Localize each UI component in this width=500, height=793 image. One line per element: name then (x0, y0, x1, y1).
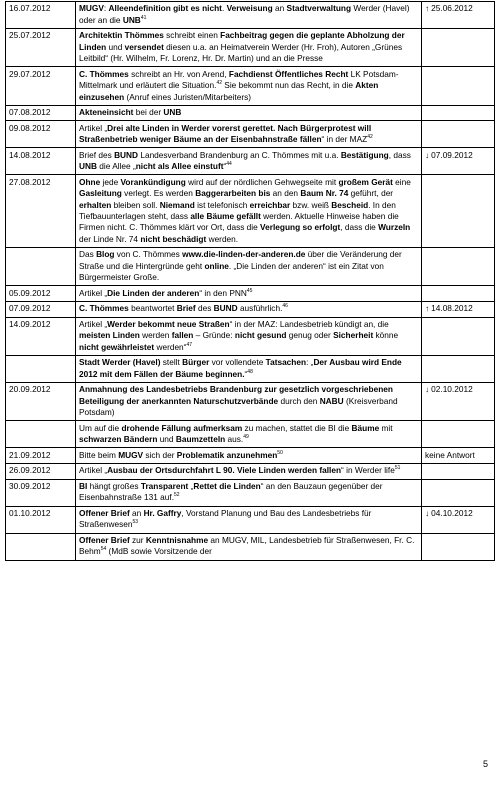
text-span: genug oder (286, 330, 334, 341)
text-span: Artikel „ (79, 122, 108, 133)
date-cell: 07.09.2012 (6, 302, 76, 318)
bold-text: meisten Linden (79, 330, 140, 341)
text-span: jede (100, 176, 121, 187)
bold-text: UNB (79, 161, 97, 172)
text-span: : „ (306, 357, 314, 368)
table-row (6, 286, 495, 302)
bold-text: Stadt Werder (Havel) (79, 357, 161, 368)
chronology-rows (6, 2, 495, 561)
text-span: diesen u.a. an Heimatverein Werder (Hr. Froh), Autoren „Grünes Leitbild“ (Hr. Wilhelm, Fr. Lorenz, Hr. Dr. Martin) und an die Presse (79, 41, 403, 64)
reference-cell (422, 506, 495, 533)
text-span: schreibt an Hr. von Arend, (128, 68, 229, 79)
footnote-ref: 41 (140, 15, 147, 22)
reference-cell (422, 121, 495, 148)
date-cell: 25.07.2012 (6, 29, 76, 67)
text-span: . (221, 3, 227, 14)
date-cell: 30.09.2012 (6, 479, 76, 506)
text-span: werden. Aktuelle Hinweise haben die Firmen nicht. C. Thömmes klärt vor Ort, dass die (79, 211, 399, 233)
text-span: verlegt. Es werden (121, 188, 196, 199)
bold-text: UNB (122, 14, 141, 25)
date-cell (6, 533, 76, 560)
text-span: werden. (206, 233, 239, 244)
text-span: werden (139, 330, 172, 341)
date-cell: 07.08.2012 (6, 105, 76, 121)
text-span: bleiben soll. (111, 199, 160, 210)
text-span: durch den (278, 395, 320, 406)
footnote-ref: 54 (100, 546, 107, 553)
reference-cell (422, 29, 495, 67)
entry-text-cell (76, 479, 422, 506)
bold-text: Architektin Thömmes (79, 30, 164, 41)
bold-text: Alleendefinition gibt es nicht (108, 3, 222, 14)
date-cell: 27.08.2012 (6, 175, 76, 248)
text-span: Werder (Havel) oder an die (79, 3, 410, 25)
date-cell: 05.09.2012 (6, 286, 76, 302)
bold-text: Stadtverwaltung (286, 3, 352, 14)
table-row (6, 533, 495, 560)
bold-text: C. Thömmes (79, 303, 129, 314)
footnote-ref: 53 (132, 519, 139, 526)
entry-text-cell (76, 302, 422, 318)
arrow-up-icon: ↑ (425, 3, 430, 14)
bold-text: Baum Nr. 74 (300, 188, 349, 199)
table-row (6, 356, 495, 383)
reference-cell (422, 67, 495, 105)
text-span: “ in den PNN (199, 287, 247, 298)
bold-text: Baumzetteln (175, 434, 226, 445)
entry-text-cell (76, 533, 422, 560)
text-span: „ (188, 481, 194, 492)
date-cell (6, 248, 76, 286)
text-span: von C. Thömmes (114, 249, 183, 260)
date-cell: 29.07.2012 (6, 67, 76, 105)
bold-text: BI (79, 481, 88, 492)
footnote-ref: 49 (243, 434, 249, 441)
text-span: , dass die (340, 222, 379, 233)
text-span: Artikel „ (79, 465, 108, 476)
arrow-up-icon: ↑ (425, 303, 430, 314)
footnote-ref: 47 (186, 342, 192, 349)
text-span: Das (79, 249, 97, 260)
table-row (6, 317, 495, 355)
text-span: Um auf die (79, 422, 122, 433)
text-span: Sie bekommt nun das Recht, in die (222, 80, 356, 91)
text-span: “ an den Bauzaun gegenüber der Eisenbahnstraße 131 auf. (79, 481, 383, 503)
entry-text-cell (76, 175, 422, 248)
text-span: – Gründe: (193, 330, 235, 341)
entry-text-cell (76, 356, 422, 383)
reference-cell (422, 356, 495, 383)
bold-text: Baggerarbeiten bis (195, 188, 271, 199)
reference-cell (422, 421, 495, 448)
date-cell: 14.09.2012 (6, 317, 76, 355)
table-row (6, 464, 495, 480)
reference-cell (422, 286, 495, 302)
text-span: Artikel „ (79, 319, 108, 330)
bold-text: erhalten (79, 199, 112, 210)
entry-text-cell (76, 29, 422, 67)
chronology-table (5, 1, 495, 561)
text-span: an (129, 508, 144, 519)
text-span: eine (392, 176, 411, 187)
text-span: und (106, 41, 125, 52)
bold-text: Niemand (159, 199, 195, 210)
text-span: des (195, 303, 214, 314)
bold-text: Vorankündigung (120, 176, 186, 187)
reference-date: keine Antwort (425, 449, 475, 460)
text-span: . In den Tiefbauunterlagen steht, dass (79, 199, 396, 222)
text-span: vor vollendete (209, 357, 266, 368)
bold-text: Gasleitung (79, 188, 122, 199)
text-span: , Vorstand Planung und Bau des Landesbetriebs für Straßenwesen (79, 508, 372, 530)
bold-text: Ohne (79, 176, 101, 187)
text-span: Bitte beim (79, 449, 119, 460)
bold-text: www.die-linden-der-anderen.de (182, 249, 306, 260)
text-span: an MUGV, MIL, Landesbetrieb für Straßenwesen, Fr. C. Behm (79, 535, 415, 557)
bold-text: online (204, 260, 229, 271)
table-row (6, 448, 495, 464)
table-row (6, 479, 495, 506)
footnote-ref: 52 (174, 492, 180, 499)
bold-text: Blog (96, 249, 115, 260)
bold-text: Drei alte Linden in Werder vorerst gerettet. Nach Bürgerprotest will Straßenbetrieb weniger Bäume an der Eisenbahnstraße fällen (79, 122, 372, 145)
text-span: Landesverband Brandenburg an C. Thömmes mit u.a. (138, 149, 341, 160)
bold-text: Sicherheit (333, 330, 374, 341)
bold-text: Akteneinsicht (79, 107, 134, 118)
reference-cell (422, 533, 495, 560)
arrow-down-icon: ↓ (425, 508, 430, 519)
arrow-down-icon: ↓ (425, 384, 430, 395)
reference-cell (422, 2, 495, 29)
table-row (6, 121, 495, 148)
text-span: an den (270, 188, 301, 199)
table-row (6, 2, 495, 29)
entry-text-cell (76, 317, 422, 355)
bold-text: großem Gerät (338, 176, 393, 187)
bold-text: Offener Brief (79, 535, 130, 546)
bold-text: Bescheid (331, 199, 369, 210)
arrow-down-icon: ↓ (425, 149, 430, 160)
text-span: über die Veränderung der Straße und die Hintergründe geht (79, 249, 402, 271)
text-span: Artikel „ (79, 287, 108, 298)
text-span: stellt (160, 357, 183, 368)
reference-cell (422, 248, 495, 286)
bold-text: Rettet die Linden (193, 481, 261, 492)
table-row (6, 105, 495, 121)
footnote-ref: 48 (247, 369, 253, 376)
bold-text: Werder bekommt neue Straßen (107, 319, 230, 330)
table-row (6, 175, 495, 248)
bold-text: Tatsachen (265, 357, 307, 368)
text-span: wird auf der nördlichen Gehwegseite mit (185, 176, 339, 187)
bold-text: Verlegung so erfolgt (260, 222, 341, 233)
bold-text: Fachdienst Öffentliches Recht (228, 68, 349, 79)
text-span: aus. (225, 434, 244, 445)
entry-text-cell (76, 248, 422, 286)
date-cell: 21.09.2012 (6, 448, 76, 464)
bold-text: Fachbeitrag gegen die geplante Abholzung der Linden (79, 30, 405, 52)
bold-text: Ausbau der Ortsdurchfahrt L 90. Viele Linden werden fallen (107, 465, 342, 476)
date-cell (6, 356, 76, 383)
bold-text: Offener Brief (79, 508, 130, 519)
text-span: zu machen, stattet die BI die (242, 422, 352, 433)
bold-text: drohende Fällung aufmerksam (121, 422, 243, 433)
text-span: : (103, 3, 109, 14)
footnote-ref: 42 (367, 134, 373, 141)
bold-text: schwarzen Bändern (79, 434, 158, 445)
entry-text-cell (76, 67, 422, 105)
date-cell: 26.09.2012 (6, 464, 76, 480)
entry-text-cell (76, 464, 422, 480)
reference-cell (422, 302, 495, 318)
reference-cell (422, 148, 495, 175)
reference-cell (422, 175, 495, 248)
date-cell: 20.09.2012 (6, 383, 76, 421)
bold-text: nicht gewährleistet (79, 341, 155, 352)
reference-date: 02.10.2012 (431, 384, 473, 395)
text-span: (Kreisverband Potsdam) (79, 395, 398, 418)
reference-cell (422, 479, 495, 506)
text-span: bei der (133, 107, 164, 118)
text-span: , dass (388, 149, 411, 160)
bold-text: Transparent (140, 481, 189, 492)
table-row (6, 421, 495, 448)
text-span: geführt, der (348, 188, 394, 199)
date-cell: 01.10.2012 (6, 506, 76, 533)
text-span: ist telefonisch (194, 199, 250, 210)
reference-cell (422, 464, 495, 480)
reference-date: 25.06.2012 (431, 3, 473, 14)
bold-text: MUGV (118, 449, 144, 460)
date-cell: 09.08.2012 (6, 121, 76, 148)
text-span: beantwortet (128, 303, 177, 314)
bold-text: Akten einzusehen (79, 80, 379, 102)
footnote-ref: 45 (246, 288, 253, 295)
bold-text: Brief (176, 303, 196, 314)
table-row (6, 67, 495, 105)
bold-text: nicht als Allee einstuft (135, 161, 224, 172)
text-span: . „Die Linden der anderen“ ist ein Zitat von Bürgermeister Große. (79, 260, 384, 283)
table-row (6, 302, 495, 318)
bold-text: Problematik anzunehmen (176, 449, 278, 460)
reference-cell (422, 448, 495, 464)
bold-text: fallen (171, 330, 194, 341)
bold-text: versendet (124, 41, 164, 52)
text-span: und (157, 434, 176, 445)
text-span: bzw. weiß (290, 199, 332, 210)
bold-text: Die Linden der anderen (107, 287, 200, 298)
bold-text: Hr. Gaffry (143, 508, 182, 519)
bold-text: nicht gesund (234, 330, 287, 341)
text-span: “ in Werder life (341, 465, 395, 476)
footnote-ref: 42 (216, 80, 222, 87)
bold-text: alle Bäume gefällt (190, 211, 261, 222)
bold-text: Der Ausbau wird Ende 2012 mit dem Fällen der Bäume beginnen. (79, 357, 402, 379)
reference-cell (422, 383, 495, 421)
reference-cell (422, 105, 495, 121)
reference-date: 04.10.2012 (431, 508, 473, 519)
table-row (6, 29, 495, 67)
text-span: ausführlich. (237, 303, 283, 314)
bold-text: BUND (114, 149, 139, 160)
bold-text: C. Thömmes (79, 68, 129, 79)
bold-text: Anmahnung des Landesbetriebs Brandenburg zur gesetzlich vorgeschriebenen Beteiligung der anerkannten Naturschutzverbände (79, 384, 393, 406)
table-row (6, 506, 495, 533)
bold-text: Kenntnisnahme (145, 535, 209, 546)
reference-date: 07.09.2012 (431, 149, 473, 160)
text-span: zur (129, 535, 146, 546)
bold-text: Bürger (182, 357, 210, 368)
footnote-ref: 51 (394, 465, 401, 472)
text-span: LK Potsdam-Mittelmark und erläutert die Situation. (79, 68, 399, 91)
footnote-ref: 44 (226, 161, 232, 168)
page-number: 5 (482, 759, 488, 769)
text-span: (Anruf eines Juristen/Mitarbeiters) (124, 91, 251, 102)
entry-text-cell (76, 121, 422, 148)
bold-text: Verweisung (226, 3, 273, 14)
bold-text: nicht beschädigt (140, 233, 207, 244)
text-span: die Allee „ (96, 161, 136, 172)
entry-text-cell (76, 448, 422, 464)
entry-text-cell (76, 286, 422, 302)
text-span: werden“ (154, 341, 187, 352)
date-cell: 14.08.2012 (6, 148, 76, 175)
table-row (6, 248, 495, 286)
entry-text-cell (76, 105, 422, 121)
text-span: könne (373, 330, 399, 341)
bold-text: MUGV (79, 3, 104, 14)
entry-text-cell (76, 383, 422, 421)
table-row (6, 383, 495, 421)
footnote-ref: 46 (282, 303, 288, 310)
entry-text-cell (76, 2, 422, 29)
bold-text: BUND (213, 303, 238, 314)
text-span: “ in der MAZ: Landesbetrieb kündigt an, die (229, 319, 389, 330)
text-span: Brief des (79, 149, 115, 160)
entry-text-cell (76, 421, 422, 448)
text-span: schreibt einen (163, 30, 221, 41)
text-span: an (272, 3, 287, 14)
footnote-ref: 50 (277, 450, 283, 457)
table-row (6, 148, 495, 175)
text-span: “ (244, 368, 248, 379)
text-span: hängt großes (87, 481, 141, 492)
bold-text: UNB (163, 107, 182, 118)
reference-cell (422, 317, 495, 355)
entry-text-cell (76, 148, 422, 175)
date-cell: 16.07.2012 (6, 2, 76, 29)
bold-text: NABU (319, 395, 344, 406)
text-span: der Linde Nr. 74 (79, 233, 141, 244)
bold-text: Bäume (351, 422, 380, 433)
bold-text: Bestätigung (340, 149, 389, 160)
entry-text-cell (76, 506, 422, 533)
text-span: sich der (143, 449, 177, 460)
date-cell (6, 421, 76, 448)
bold-text: Wurzeln (378, 222, 411, 233)
text-span: mit (379, 422, 393, 433)
text-span: “ in der MAZ (321, 134, 368, 145)
text-span: (MdB sowie Vorsitzende der (106, 546, 212, 557)
text-span: “ (223, 161, 227, 172)
reference-date: 14.08.2012 (431, 303, 473, 314)
bold-text: erreichbar (249, 199, 291, 210)
